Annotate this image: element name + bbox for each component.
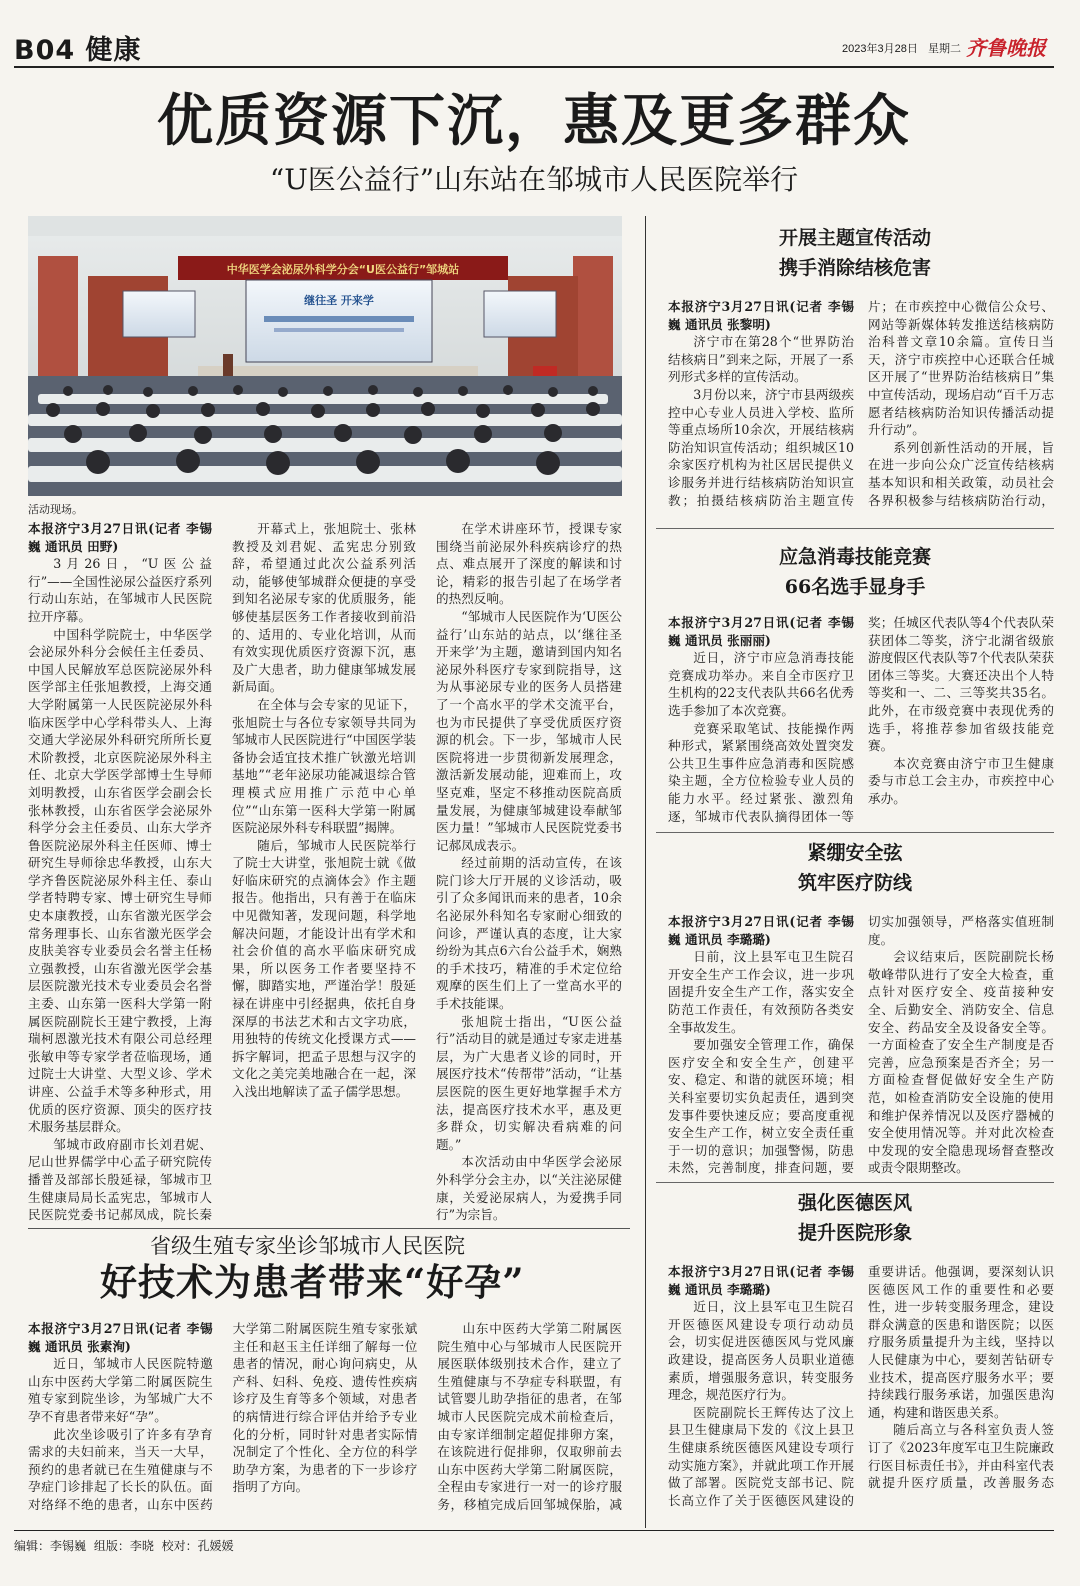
sidebar-4-paragraph: 随后高立与各科室负责人签订了《2023年度军屯卫生院廉政行医目标责任书》，并由科室代表就提升医疗质量，改善服务态 — [868, 1422, 1054, 1491]
newspaper-logo: 齐鲁晚报 — [966, 36, 1046, 60]
lead-byline: 本报济宁3月27日讯(记者 李锡巍 通讯员 田野) — [28, 521, 212, 554]
lead-paragraph: 中国科学院院士，中华医学会泌尿外科分会候任主任委员、中国人民解放军总医院泌尿外科医学部主任张旭教授，上海交通大学附属第一人民医院泌尿外科临床医学中心学科带头人、上海交通大学泌尿外科研究所所长夏术阶教授，北京医院泌尿外科主任、北京大学医学部博士生导师刘明教授，山东省医学会副会长张林教授，山东省医学会泌尿外科学分会主任委员、山东大学齐鲁医院泌尿外科主任医师、博士研究生导师徐忠华教授，山东大学齐鲁医院泌尿外科主任、泰山学者特聘专家、博士研究生导师史本康教授，山东省激光医学会常务理事长、山东省激光医学会皮肤美容专业委员会名誉主任杨立强教授，山东省激光医学会基层医院激光技术专业委员会名誉主委、山东第一医科大学第一附属医院副院长王建宁教授，上海瑞柯恩激光技术有限公司总经理张敏申等专家学者莅临现场，通过院士大讲堂、大型义诊、学术讲座、公益手术等多种形式，用优质的医疗资源、顶尖的医疗技术服务基层群众。 — [28, 626, 212, 1135]
sidebar-4-byline: 本报济宁3月27日讯(记者 李锡巍 通讯员 李璐璐) — [668, 1264, 854, 1297]
lead-paragraph: “邹城市人民医院作为‘U医公益行’山东站的站点，以‘继往圣 开来学’为主题，邀请到国内知名泌尿外科医疗专家到院指导，这为从事泌尿专业的医务人员搭建了一个高水平的学术交流平台，也为市民提供了享受优质医疗资源的机会。下一步，邹城市人民医院将进一步贯彻新发展理念，激活新发展动能，迎难而上，攻坚克难，坚定不移推动医院高质量发展，为健康邹城建设奉献邹医力量！”邹城市人民医院党委书记郝凤成表示。 — [436, 608, 622, 853]
sidebar-2-title-line: 应急消毒技能竞赛 — [778, 546, 931, 568]
lower-byline: 本报济宁3月27日讯(记者 李锡巍 通讯员 张素洵) — [28, 1321, 213, 1354]
lower-article-rule — [28, 1228, 630, 1229]
sidebar-2-paragraph: 近日，济宁市应急消毒技能竞赛成功举办。来自全市医疗卫生机构的22支代表队共66名优秀选手参加了本次竞赛。 — [668, 650, 854, 718]
section-label: B04 健康 — [14, 35, 142, 66]
sidebar-2-paragraph: 竞赛采取笔试、技能操作两种形式，紧紧围绕高效处置突发公共卫生事件应急消毒和医院感染主题，全方位检验专业人员的能力水平。经过紧张、激烈角逐，邹城市代表队摘得团体一等奖；任城区代表队等4个代表队荣获团体二等奖，济宁北湖省级旅游度假区代表队等7个代表队荣获团体三等奖。大赛还决出个人特等奖和一、二、三等奖共35名。此外，在市级竞赛中表现优秀的选手，将推荐参加省级技能竞赛。 — [668, 615, 1054, 824]
photo-caption: 活动现场。 — [28, 503, 83, 516]
sidebar-1-title-line: 携手消除结核危害 — [778, 257, 931, 279]
lead-headline: 优质资源下沉，惠及更多群众 — [157, 88, 911, 154]
editor-credits: 编辑：李锡巍 组版：李晓 校对：孔媛媛 — [14, 1539, 234, 1553]
sidebar-2-title-line: 66名选手显身手 — [784, 576, 926, 598]
lower-subheadline: 省级生殖专家坐诊邹城市人民医院 — [150, 1234, 465, 1258]
issue-date: 2023年3月28日 — [842, 43, 918, 55]
sidebar-1-title — [656, 223, 1054, 283]
sidebar-3-title-line: 筑牢医疗防线 — [797, 872, 912, 894]
sidebar-1-body — [668, 298, 1054, 520]
sidebar-3-paragraph: 会议结束后，医院副院长杨敬峰带队进行了安全大检查，重点针对医疗安全、疫苗接种安全、后勤安全、消防安全、信息安全、药品安全及设备安全等。一方面检查了安全生产制度是否完善，应急预案是否齐全；另一方面检查督促做好安全生产防范，如检查消防安全设施的使用和维护保养情况以及医疗器械的安全使用情况等。并对此次检查中发现的安全隐患现场督查整改或责令限期整改。 — [868, 949, 1054, 1176]
sidebar-2-byline: 本报济宁3月27日讯(记者 李锡巍 通讯员 张丽丽) — [668, 615, 854, 648]
sidebar-divider — [645, 216, 646, 1528]
sidebar-rule — [656, 1182, 1054, 1183]
lead-paragraph: 本次活动由中华医学会泌尿外科学分会主办，以“关注泌尿健康，关爱泌尿病人，为爱携手同行”为宗旨。 — [436, 1154, 622, 1223]
issue-weekday: 星期二 — [928, 42, 961, 55]
lead-paragraph: 在学术讲座环节，授课专家围绕当前泌尿外科疾病诊疗的热点、难点展开了深度的解读和讨论，精彩的报告引起了在场学者的热烈反响。 — [436, 521, 622, 607]
sidebar-3-title-line: 紧绷安全弦 — [807, 842, 903, 864]
lead-paragraph: 经过前期的活动宣传，在该院门诊大厅开展的义诊活动，吸引了众多闻讯而来的患者，10余名泌尿外科知名专家耐心细致的问诊，严谨认真的态度，让大家纷纷为其点6六台公益手术，娴熟的手术技巧，精准的手术定位给观摩的医生们上了一堂高水平的手术技能课。 — [436, 855, 622, 1012]
lead-column-3 — [436, 520, 622, 1226]
sidebar-3-paragraph: 要加强安全管理工作，确保医疗安全和安全生产，创建平安、稳定、和谐的就医环境；相关科室要切实负起责任，遇到突发事件要快速反应；要高度重视安全生产工作，树立安全责任重于一切的意识；加强警惕，防患未然，完善制度，排查问题，要切实加强领导，严格落实值班制度。 — [668, 914, 1054, 1176]
event-photo-illustration — [28, 216, 622, 496]
lower-paragraph: 近日，邹城市人民医院特邀山东中医药大学第二附属医院生殖专家到院坐诊，为邹城广大不孕不育患者带来好“孕”。 — [28, 1356, 213, 1424]
sidebar-4-title — [656, 1188, 1054, 1248]
lower-paragraph: 山东中医药大学第二附属医院生殖中心与邹城市人民医院开展医联体级别技术合作，建立了生殖健康与不孕症专科联盟，有试管婴儿助孕指征的患者，在邹城市人民医院完成术前检查后，由专家详细制定超促排卵方案，在该院进行促排卵，仅取卵前去山东中医药大学第二附属医院，全程由专家进行一对一的诊疗服务，移植完成后回邹城保胎，减 — [437, 1321, 622, 1512]
lead-column-2 — [232, 520, 416, 1226]
lower-paragraph: 此次坐诊吸引了许多有孕育需求的夫妇前来，当天一大早，预约的患者就已在生殖健康与不孕症门诊排起了长长的队伍。面对络绎不绝的患者，山东中医药大学第二附属医院生殖专家张斌主任和赵玉主任详细了解每一位患者的情况，耐心询问病史，从产科、妇科、免疫、遗传性疾病诊疗及生育等多个领域，对患者的病情进行综合评估并给予专业化的分析，同时针对患者实际情况制定了个性化、全方位的科学助孕方案，为患者的下一步诊疗指明了方向。 — [28, 1321, 418, 1512]
lead-paragraph: 开幕式上，张旭院士、张林教授及刘君妮、孟宪忠分别致辞，希望通过此次公益系列活动，能够使邹城群众便捷的享受到知名泌尿专家的优质服务，能够使基层医务工作者接收到前沿的、适用的、专业化培训，从而有效实现优质医疗资源下沉，惠及广大患者，助力健康邹城发展新局面。 — [232, 521, 416, 695]
lead-paragraph: 3月26日，“U医公益行”——全国性泌尿公益医疗系列行动山东站，在邹城市人民医院拉开序幕。 — [28, 556, 212, 624]
sidebar-3-title — [656, 838, 1054, 898]
lower-article-body — [28, 1320, 622, 1526]
sidebar-4-title-line: 提升医院形象 — [797, 1222, 912, 1244]
photo-banner-text: 中华医学会泌尿外科学分会“U医公益行”邹城站 — [226, 263, 460, 276]
sidebar-rule — [656, 832, 1054, 833]
lead-column-1 — [28, 520, 212, 1226]
sidebar-4-body — [668, 1263, 1054, 1525]
sidebar-3-byline: 本报济宁3月27日讯(记者 李锡巍 通讯员 李璐璐) — [668, 914, 854, 947]
sidebar-3-body — [668, 913, 1054, 1177]
sidebar-1-paragraph: 3月份以来，济宁市县两级疾控中心专业人员进入学校、监所等重点场所10余次，开展结核病防治知识宣传活动；组织城区10余家医疗机构为社区居民提供义诊服务并进行结核病防治知识宣教；拍摄结核病防治主题宣传片；在市疾控中心微信公众号、网站等新媒体转发推送结核病防治科普文章10余篇。宣传日当天，济宁市疾控中心还联合任城区开展了“世界防治结核病日”集中宣传活动，现场启动“百千万志愿者结核病防治知识传播活动提升行动”。 — [668, 299, 1054, 508]
sidebar-2-body — [668, 614, 1054, 826]
photo-screen-text: 继往圣 开来学 — [304, 294, 374, 307]
event-photo — [28, 216, 622, 496]
header-rule — [14, 66, 1054, 68]
sidebar-1-paragraph: 济宁市在第28个“世界防治结核病日”到来之际，开展了一系列形式多样的宣传活动。 — [668, 334, 854, 385]
sidebar-4-paragraph: 医院副院长王辉传达了汶上县卫生健康局下发的《汶上县卫生健康系统医德医风建设专项行动实施方案》，并就此项工作开展做了部署。医院党支部书记、院长高立作了关于医德医风建设的重要讲话。他强调，要深刻认识医德医风工作的重要性和必要性，进一步转变服务理念，建设群众满意的医患和谐医院；以医疗服务质量提升为主线，坚持以人民健康为中心，要刻苦钻研专业技术，提高医疗服务水平；要持续践行服务承诺，加强医患沟通，构建和谐医患关系。 — [668, 1264, 1054, 1508]
sidebar-1-byline: 本报济宁3月27日讯(记者 李锡巍 通讯员 张黎明) — [668, 299, 854, 332]
lead-subheadline: “U医公益行”山东站在邹城市人民医院举行 — [269, 163, 799, 196]
sidebar-4-paragraph: 近日，汶上县军屯卫生院召开医德医风建设专项行动动员会，切实促进医德医风与党风廉政建设，提高医务人员职业道德素质，增强服务意识，转变服务理念，规范医疗行为。 — [668, 1299, 854, 1403]
lead-paragraph: 在全体与会专家的见证下，张旭院士与各位专家领导共同为邹城市人民医院进行“中国医学装备协会适宜技术推广钬激光培训基地”“老年泌尿功能减退综合管理模式应用推广示范中心单位”“山东第一医科大学第一附属医院泌尿外科专科联盟”揭牌。 — [232, 696, 416, 836]
lower-headline: 好技术为患者带来“好孕” — [100, 1260, 525, 1304]
footer-rule — [14, 1530, 1054, 1531]
lead-paragraph: 随后，邹城市人民医院举行了院士大讲堂，张旭院士就《做好临床研究的点滴体会》作主题报告。他指出，只有善于在临床中见微知著，发现问题，科学地解决问题，才能设计出有学术和社会价值的高水平临床研究成果，所以医务工作者要坚持不懈，脚踏实地，严谨治学！殷延禄在讲座中引经据典，依托自身深厚的书法艺术和古文字功底，用独特的传统文化授课方式——拆字解词，把孟子思想与汉字的文化之美完美地融合在一起，深入浅出地解读了孟子儒学思想。 — [232, 837, 416, 1099]
sidebar-1-title-line: 开展主题宣传活动 — [778, 227, 931, 249]
sidebar-1-paragraph: 系列创新性活动的开展，旨在进一步向公众广泛宣传结核病基本知识和相关政策，动员社会各界积极参与结核病防治行动， — [868, 439, 1054, 508]
sidebar-rule — [656, 528, 1054, 529]
sidebar-3-paragraph: 日前，汶上县军屯卫生院召开安全生产工作会议，进一步巩固提升安全生产工作，落实安全防范工作责任，有效预防各类安全事故发生。 — [668, 949, 854, 1035]
lead-paragraph: 张旭院士指出，“U医公益行”活动目的就是通过专家走进基层，为广大患者义诊的同时，开展医疗技术“传帮带”活动，“让基层医院的医生更好地掌握手术方法，提高医疗技术水平，惠及更多群众，切实解决看病难的问题。” — [436, 1013, 622, 1152]
sidebar-2-paragraph: 本次竞赛由济宁市卫生健康委与市总工会主办，市疾控中心承办。 — [868, 755, 1054, 806]
lead-paragraph: 邹城市政府副市长刘君妮、尼山世界儒学中心孟子研究院传播普及部部长殷延禄，邹城市卫生健康局局长孟宪忠，邹城市人民医院党委书记郝凤成，院长秦 — [28, 1136, 212, 1223]
sidebar-4-title-line: 强化医德医风 — [797, 1192, 912, 1214]
sidebar-2-title — [656, 542, 1054, 602]
